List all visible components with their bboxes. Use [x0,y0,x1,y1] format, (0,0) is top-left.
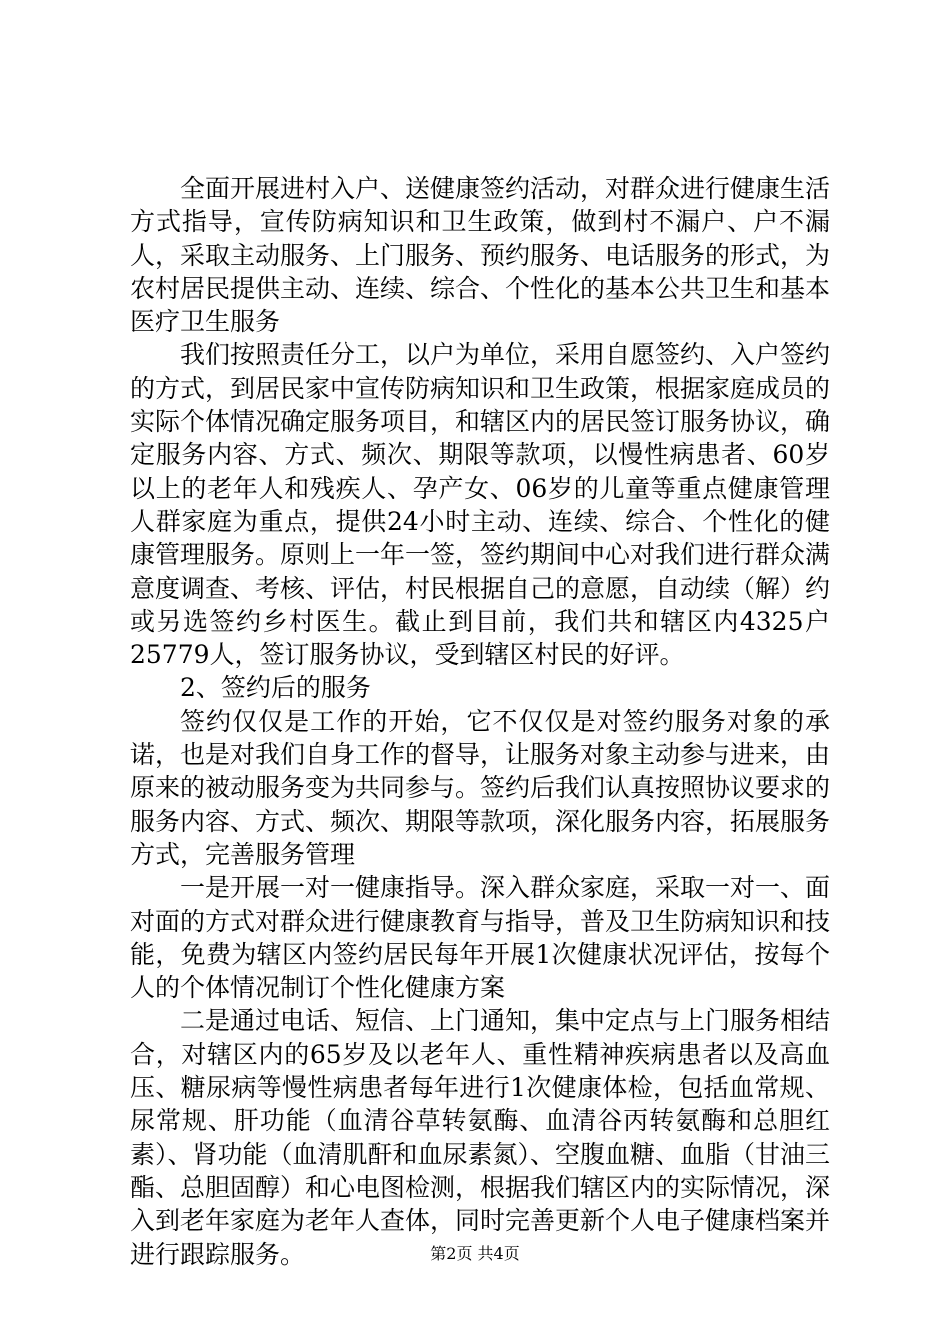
paragraph-signing-method: 我们按照责任分工，以户为单位，采用自愿签约、入户签约的方式，到居民家中宣传防病知识和卫生政策，根据家庭成员的实际个体情况确定服务项目，和辖区内的居民签订服务协议，确定服务内容、方式、频次、期限等款项，以慢性病患者、60岁以上的老年人和残疾人、孕产女、06岁的儿童等重点健康管理人群家庭为重点，提供24小时主动、连续、综合、个性化的健康管理服务。原则上一年一签，签约期间中心对我们进行群众满意度调查、考核、评估，村民根据自己的意愿，自动续（解）约或另选签约乡村医生。截止到目前，我们共和辖区内4325户25779人，签订服务协议，受到辖区村民的好评。 [130,340,831,670]
paragraph-signing-activity: 全面开展进村入户、送健康签约活动，对群众进行健康生活方式指导，宣传防病知识和卫生政策，做到村不漏户、户不漏人，采取主动服务、上门服务、预约服务、电话服务的形式，为农村居民提供主动、连续、综合、个性化的基本公共卫生和基本医疗卫生服务 [130,174,831,337]
page-number-footer: 第2页 共4页 [430,1244,520,1263]
paragraph-post-signing-service: 签约仅仅是工作的开始，它不仅仅是对签约服务对象的承诺，也是对我们自身工作的督导，让服务对象主动参与进来，由原来的被动服务变为共同参与。签约后我们认真按照协议要求的服务内容、方式、频次、期限等款项，深化服务内容，拓展服务方式，完善服务管理 [130,706,831,869]
document-body [130,172,830,1271]
paragraph-health-checkup: 二是通过电话、短信、上门通知，集中定点与上门服务相结合，对辖区内的65岁及以老年人、重性精神疾病患者以及高血压、糖尿病等慢性病患者每年进行1次健康体检，包括血常规、尿常规、肝功能（血清谷草转氨酶、血清谷丙转氨酶和总胆红素）、肾功能（血清肌酐和血尿素氮）、空腹血糖、血脂（甘油三酯、总胆固醇）和心电图检测，根据我们辖区内的实际情况，深入到老年家庭为老年人查体，同时完善更新个人电子健康档案并进行跟踪服务。 [130,1006,831,1269]
section-heading-post-signing: 2、签约后的服务 [180,673,371,703]
paragraph-one-on-one-guidance: 一是开展一对一健康指导。深入群众家庭，采取一对一、面对面的方式对群众进行健康教育与指导，普及卫生防病知识和技能，免费为辖区内签约居民每年开展1次健康状况评估，按每个人的个体情况制订个性化健康方案 [130,873,831,1003]
